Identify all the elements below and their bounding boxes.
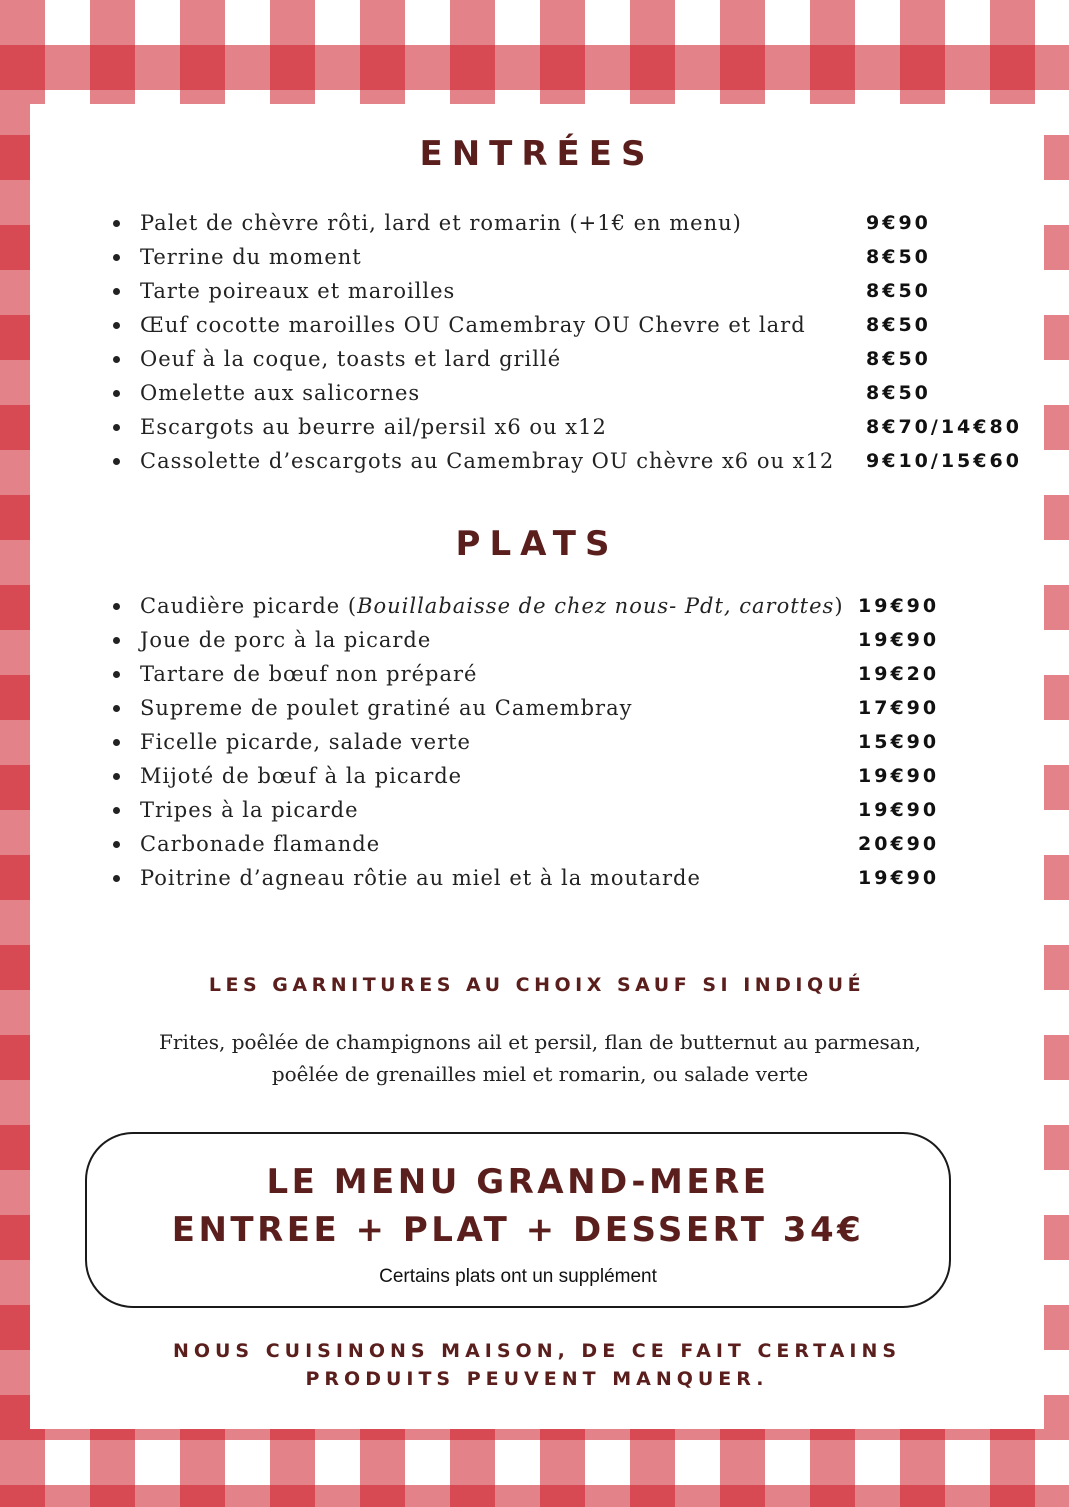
dish-price: 9€10/15€60 xyxy=(866,450,1022,472)
bullet-icon xyxy=(113,254,120,261)
bullet-icon xyxy=(113,322,120,329)
menu-formula: ENTREE + PLAT + DESSERT 34€ xyxy=(171,1210,865,1250)
dish-name: Supreme de poulet gratiné au Camembray xyxy=(140,696,633,720)
dish-name: Caudière picarde (Bouillabaisse de chez nous- Pdt, carottes) xyxy=(140,594,844,618)
plats-title: PLATS xyxy=(455,524,619,564)
list-item xyxy=(110,410,1040,444)
garnitures-text xyxy=(110,1026,970,1090)
footer-line: PRODUITS PEUVENT MANQUER. xyxy=(305,1368,769,1390)
dish-price: 8€50 xyxy=(866,280,931,302)
list-item xyxy=(110,623,1040,657)
list-item xyxy=(110,240,1040,274)
garnitures-title: LES GARNITURES AU CHOIX SAUF SI INDIQUÉ xyxy=(208,974,866,996)
dish-price: 19€90 xyxy=(858,867,940,889)
dish-price: 19€90 xyxy=(858,629,940,651)
list-item xyxy=(110,444,1040,478)
footer-notice xyxy=(30,1337,1044,1393)
bullet-icon xyxy=(113,288,120,295)
dish-price: 8€50 xyxy=(866,246,931,268)
bullet-icon xyxy=(113,705,120,712)
list-item xyxy=(110,827,1040,861)
list-item xyxy=(110,861,1040,895)
garnitures-line: Frites, poêlée de champignons ail et persil, flan de butternut au parmesan, xyxy=(159,1030,921,1054)
dish-price: 17€90 xyxy=(858,697,940,719)
entrees-list xyxy=(110,206,1040,478)
list-item xyxy=(110,342,1040,376)
dish-name: Joue de porc à la picarde xyxy=(140,628,432,652)
dish-price: 20€90 xyxy=(858,833,940,855)
bullet-icon xyxy=(113,875,120,882)
dish-price: 19€90 xyxy=(858,765,940,787)
bullet-icon xyxy=(113,637,120,644)
dish-price: 8€50 xyxy=(866,382,931,404)
dish-price: 8€70/14€80 xyxy=(866,416,1022,438)
list-item xyxy=(110,725,1040,759)
dish-price: 9€90 xyxy=(866,212,931,234)
list-item xyxy=(110,657,1040,691)
dish-name: Omelette aux salicornes xyxy=(140,381,421,405)
bullet-icon xyxy=(113,807,120,814)
list-item xyxy=(110,376,1040,410)
dish-name: Tartare de bœuf non préparé xyxy=(140,662,478,686)
dish-name: Tripes à la picarde xyxy=(140,798,359,822)
bullet-icon xyxy=(113,841,120,848)
dish-name: Palet de chèvre rôti, lard et romarin (+1€ en menu) xyxy=(140,211,742,235)
bullet-icon xyxy=(113,458,120,465)
dish-name: Mijoté de bœuf à la picarde xyxy=(140,764,463,788)
dish-name: Ficelle picarde, salade verte xyxy=(140,730,471,754)
menu-grand-mere-box xyxy=(85,1132,951,1308)
bullet-icon xyxy=(113,390,120,397)
plats-list xyxy=(110,589,1040,895)
dish-price: 15€90 xyxy=(858,731,940,753)
dish-description: Bouillabaisse de chez nous- Pdt, carottes xyxy=(357,594,835,618)
dish-price: 19€20 xyxy=(858,663,940,685)
bullet-icon xyxy=(113,671,120,678)
dish-price: 8€50 xyxy=(866,348,931,370)
menu-title: LE MENU GRAND-MERE xyxy=(266,1162,770,1202)
list-item xyxy=(110,589,1040,623)
garnitures-line: poêlée de grenailles miel et romarin, ou salade verte xyxy=(271,1062,809,1086)
dish-name: Poitrine d’agneau rôtie au miel et à la moutarde xyxy=(140,866,701,890)
bullet-icon xyxy=(113,603,120,610)
footer-line: NOUS CUISINONS MAISON, DE CE FAIT CERTAINS xyxy=(172,1340,902,1362)
dish-name: Cassolette d’escargots au Camembray OU chèvre x6 ou x12 xyxy=(140,449,835,473)
menu-note: Certains plats ont un supplément xyxy=(379,1266,657,1287)
list-item xyxy=(110,206,1040,240)
entrees-title: ENTRÉES xyxy=(419,134,655,174)
dish-price: 8€50 xyxy=(866,314,931,336)
bullet-icon xyxy=(113,739,120,746)
dish-name: Tarte poireaux et maroilles xyxy=(140,279,456,303)
bullet-icon xyxy=(113,220,120,227)
dish-price: 19€90 xyxy=(858,799,940,821)
dish-price: 19€90 xyxy=(858,595,940,617)
menu-sheet xyxy=(30,104,1044,1429)
list-item xyxy=(110,691,1040,725)
dish-name: Œuf cocotte maroilles OU Camembray OU Chevre et lard xyxy=(140,313,806,337)
dish-name: Oeuf à la coque, toasts et lard grillé xyxy=(140,347,562,371)
bullet-icon xyxy=(113,356,120,363)
bullet-icon xyxy=(113,773,120,780)
list-item xyxy=(110,274,1040,308)
dish-name: Terrine du moment xyxy=(140,245,362,269)
bullet-icon xyxy=(113,424,120,431)
dish-name: Escargots au beurre ail/persil x6 ou x12 xyxy=(140,415,607,439)
list-item xyxy=(110,759,1040,793)
list-item xyxy=(110,308,1040,342)
dish-name: Carbonade flamande xyxy=(140,832,381,856)
list-item xyxy=(110,793,1040,827)
